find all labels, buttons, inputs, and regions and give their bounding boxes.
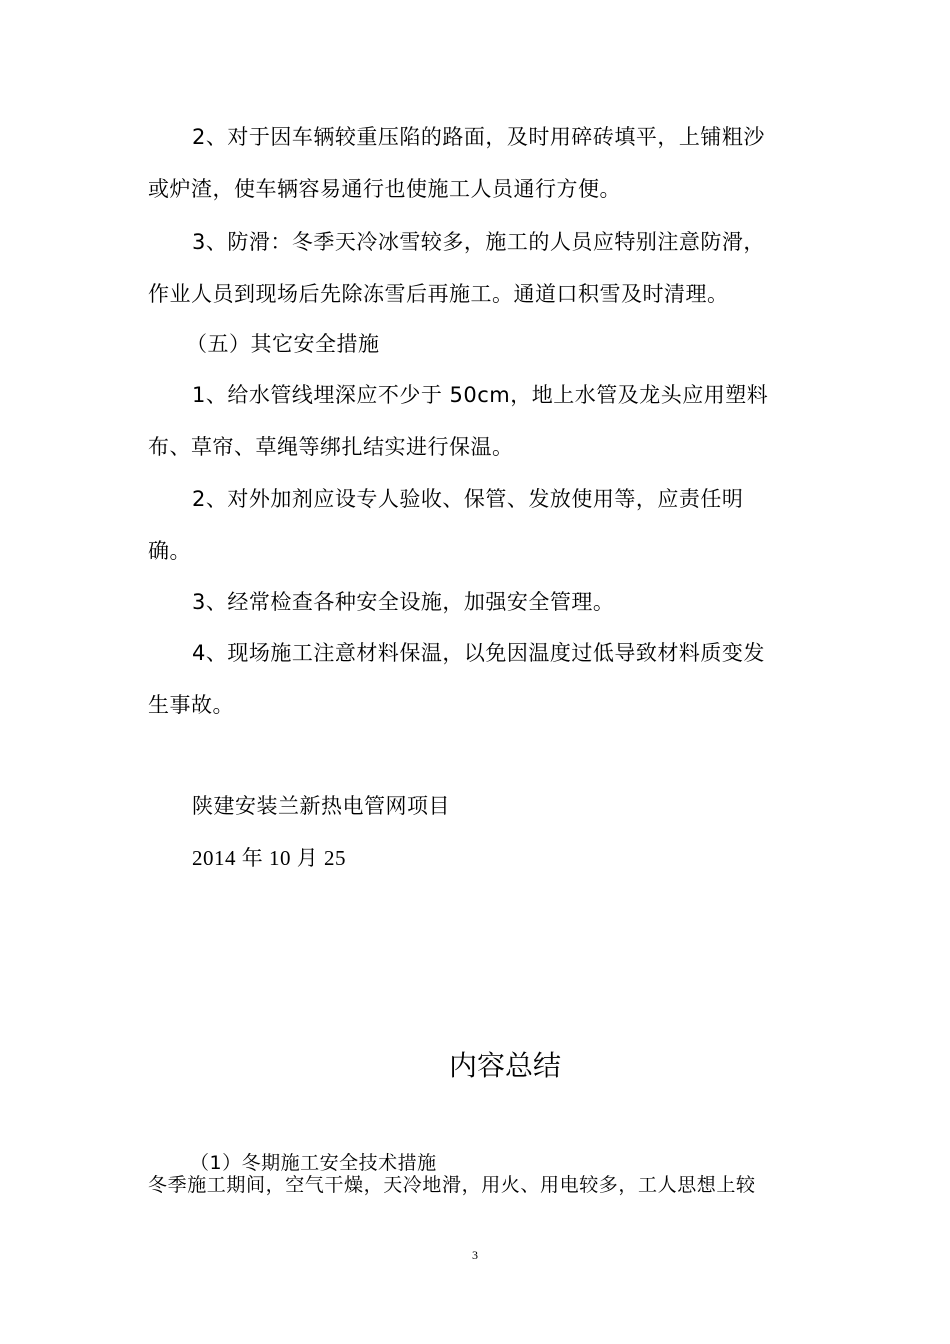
para-3-line-1: 1、给水管线埋深应不少于 50cm，地上水管及龙头应用塑料 xyxy=(192,383,769,407)
summary-text: 冬季施工期间，空气干燥，天冷地滑，用火、用电较多，工人思想上较 xyxy=(148,1174,756,1196)
summary-heading: （1）冬期施工安全技术措施 xyxy=(190,1152,437,1174)
signature-org: 陕建安装兰新热电管网项目 xyxy=(192,794,450,818)
para-6-line-1: 4、现场施工注意材料保温，以免因温度过低导致材料质变发 xyxy=(192,641,765,665)
para-5-line-1: 3、经常检查各种安全设施，加强安全管理。 xyxy=(192,590,615,614)
para-1-line-1: 2、对于因车辆较重压陷的路面，及时用碎砖填平，上铺粗沙 xyxy=(192,125,765,149)
page-number: 3 xyxy=(472,1248,478,1262)
para-3-line-2: 布、草帘、草绳等绑扎结实进行保温。 xyxy=(148,435,514,459)
para-4-line-2: 确。 xyxy=(148,539,191,563)
para-2-line-2: 作业人员到现场后先除冻雪后再施工。通道口积雪及时清理。 xyxy=(148,282,729,306)
section-heading-other-safety: （五）其它安全措施 xyxy=(186,332,380,356)
para-6-line-2: 生事故。 xyxy=(148,693,234,717)
para-4-line-1: 2、对外加剂应设专人验收、保管、发放使用等，应责任明 xyxy=(192,487,744,511)
summary-title: 内容总结 xyxy=(448,1049,561,1082)
para-1-line-2: 或炉渣，使车辆容易通行也使施工人员通行方便。 xyxy=(148,177,621,201)
signature-date: 2014 年 10 月 25 xyxy=(192,846,346,870)
para-2-line-1: 3、防滑：冬季天冷冰雪较多，施工的人员应特别注意防滑， xyxy=(192,230,765,254)
